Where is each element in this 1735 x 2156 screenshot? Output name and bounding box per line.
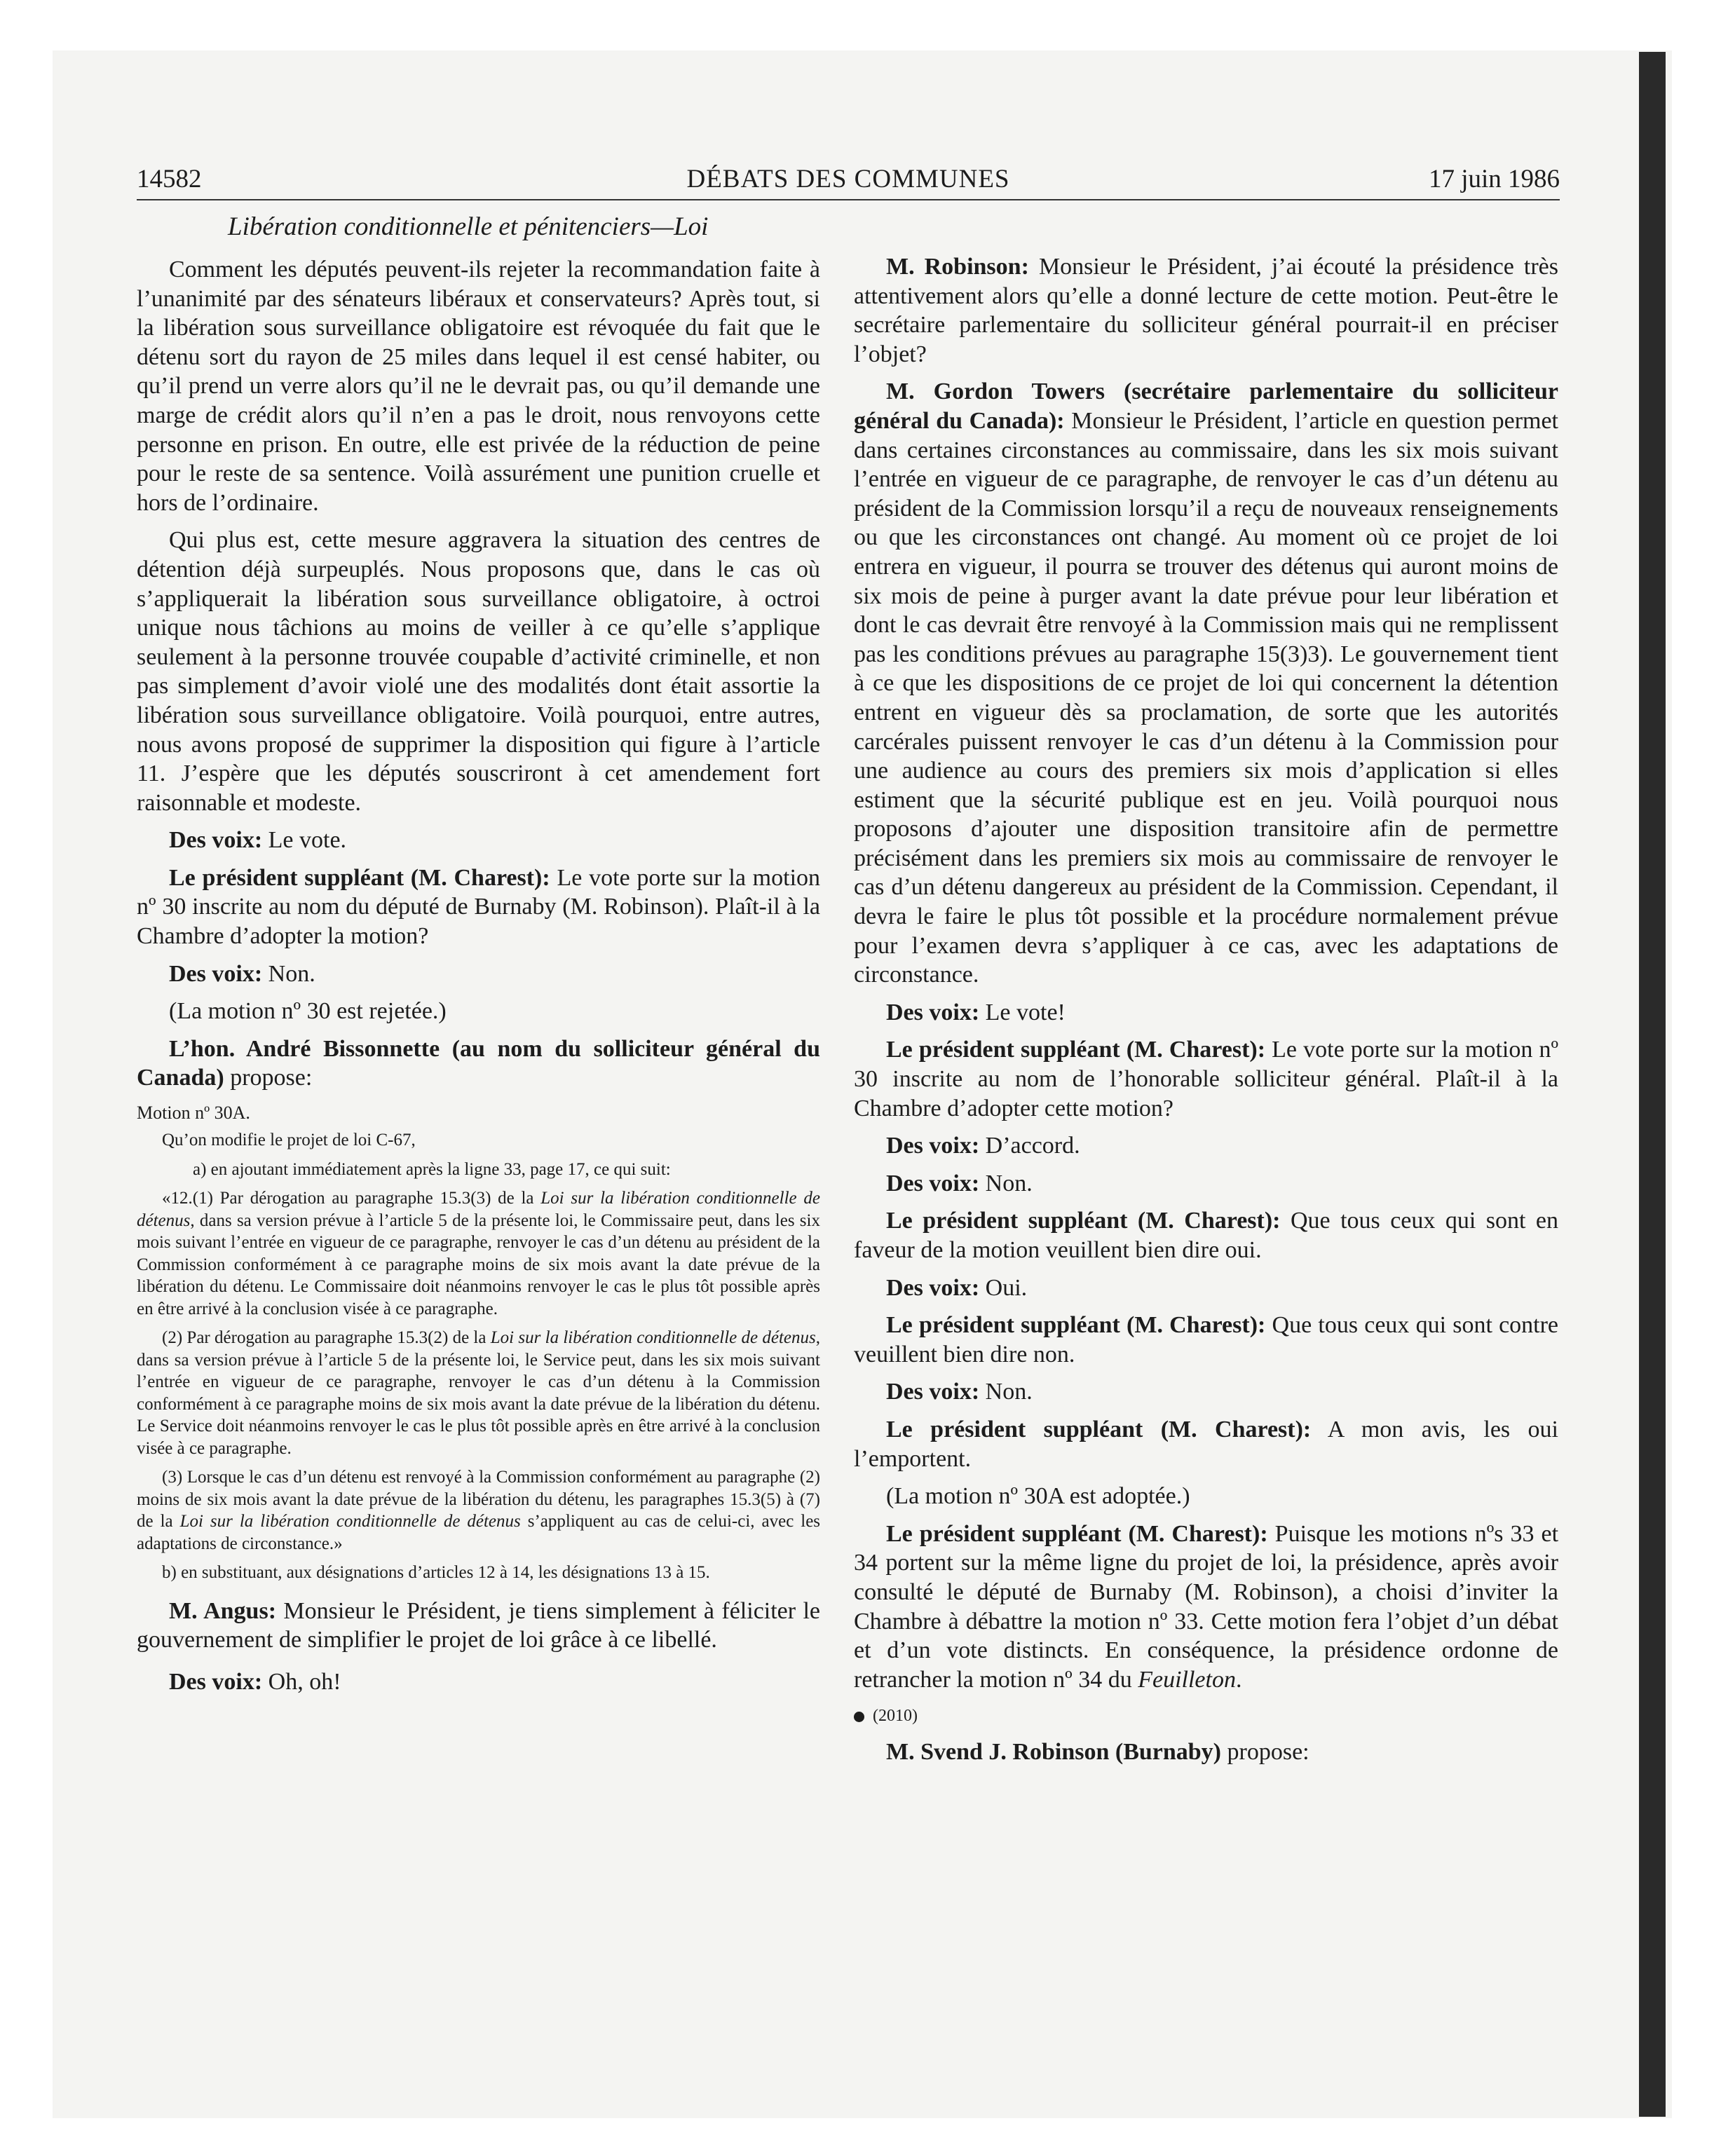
speech: [137, 960, 820, 989]
law-title: Loi sur la libération conditionnelle de détenus: [137, 1189, 820, 1230]
speaker: Le président suppléant (M. Charest):: [886, 1208, 1281, 1234]
speech: [854, 998, 1558, 1028]
speech: [854, 1274, 1558, 1303]
speech: [137, 826, 820, 855]
motion-fragment: , dans sa version prévue à l’article 5 de la présente loi, le Commissaire peut, dans les six mois suivant l’entrée en vigueur de ce paragraphe, renvoyer le cas d’un détenu au président de la Commission conformément à ce paragraphe moins de six mois avant la date prévue de la libération du détenu. Le Commissaire doit néanmoins renvoyer le cas le plus tôt possible après en être arrivé à la conclusion visée à ce paragraphe.: [137, 1210, 820, 1318]
motion-fragment: (2) Par dérogation au paragraphe 15.3(2) de la: [162, 1328, 487, 1348]
publication-name: Feuilleton: [1138, 1666, 1236, 1693]
page-header: [137, 160, 1560, 200]
speech: [137, 1035, 820, 1093]
speech: [854, 1738, 1558, 1767]
motion-label: Motion nº 30A.: [137, 1103, 250, 1124]
speech: [854, 1206, 1558, 1264]
speaker: M. Robinson:: [886, 254, 1029, 280]
law-title: Loi sur la libération conditionnelle de détenus: [490, 1328, 816, 1348]
speech-text: Que tous ceux qui sont contre veuillent bien dire non.: [854, 1312, 1559, 1367]
motion-fragment: «12.(1) Par dérogation au paragraphe 15.3(3) de la: [162, 1189, 534, 1208]
speech: [854, 1311, 1558, 1369]
speaker: Des voix:: [169, 1668, 263, 1695]
speech-text: Non.: [985, 1170, 1033, 1196]
speaker: Le président suppléant (M. Charest):: [886, 1416, 1312, 1442]
scan-edge-shadow: [1639, 52, 1666, 2117]
motion-text: [137, 1466, 820, 1555]
publication-title: DÉBATS DES COMMUNES: [686, 165, 1010, 193]
speech-text: Monsieur le Président, j’ai écouté la présidence très attentivement alors qu’elle a donné lecture de cette motion. Peut-être le secrétaire parlementaire du solliciteur général pourrait-il en préciser l’objet?: [854, 254, 1559, 367]
speaker: Des voix:: [886, 1379, 980, 1405]
speech-text: Monsieur le Président, l’article en question permet dans certaines circonstances au commissaire, dans les six mois suivant l’entrée en vigueur de ce paragraphe, de renvoyer le cas d’un détenu au président de la Commission lorsqu’il a reçu de nouveaux renseignements ou que les circonstances ont changé. Au moment où ce projet de loi entrera en vigueur, il pourra se trouver des détenus qui auront moins de six mois de peine à purger avant la date prévue pour leur libération et dont le cas devrait être renvoyé à la Commission mais qui ne remplissent pas les conditions prévues au paragraphe 15(3)3). Le gouvernement tient à ce que les dispositions de ce projet de loi qui concernent la détention entrent en vigueur dès sa proclamation, de sorte que les autorités carcérales puissent renvoyer le cas d’un détenu à la Commission pour une audience au cours des premiers six mois d’application si elles estiment que la sécurité publique est en jeu. Voilà pourquoi nous proposons d’ajouter une disposition transitoire afin de permettre précisément dans les premiers six mois au commissaire de renvoyer le cas d’un détenu dangereux au président de la Commission. Cependant, il devra le faire le plus tôt possible et la procédure normalement prévue pour l’examen devra s’appliquer à ce cas, avec les adaptations de circonstance.: [854, 407, 1558, 988]
speaker: Le président suppléant (M. Charest):: [886, 1520, 1268, 1547]
speech-text: A mon avis, les oui l’emportent.: [854, 1416, 1558, 1472]
speaker: M. Svend J. Robinson (Burnaby): [886, 1739, 1222, 1766]
speech-text: .: [1235, 1666, 1242, 1693]
running-head: Libération conditionnelle et pénitenciers—Loi: [228, 212, 709, 241]
speech-text: Le vote porte sur la motion nº 30 inscrite au nom de l’honorable solliciteur général. Plaît-il à la Chambre d’adopter cette motion?: [854, 1037, 1558, 1121]
speaker: M. Gordon Towers (secrétaire parlementaire du solliciteur général du Canada):: [854, 378, 1558, 434]
left-column: [137, 203, 820, 1705]
speech-text: Le vote porte sur la motion nº 30 inscrite au nom du député de Burnaby (M. Robinson). Plaît-il à la Chambre d’adopter la motion?: [137, 864, 821, 950]
speech: [854, 1415, 1558, 1473]
speech: [854, 1169, 1558, 1199]
speaker: Des voix:: [886, 1133, 980, 1159]
speech: [137, 864, 820, 951]
speech-text: Le vote.: [268, 827, 347, 854]
motion-fragment: (3) Lorsque le cas d’un détenu est renvoyé à la Commission conformément au paragraphe (2) moins de six mois avant la date prévue de la libération du détenu, les paragraphes 15.3(5) à (7) de la: [137, 1468, 820, 1531]
speech-text: Que tous ceux qui sont en faveur de la motion veuillent bien dire oui.: [854, 1208, 1559, 1263]
speech: [854, 1377, 1558, 1407]
law-title: Loi sur la libération conditionnelle de détenus: [179, 1512, 521, 1531]
paragraph: Qui plus est, cette mesure aggravera la situation des centres de détention déjà surpeuplés. Nous proposons que, dans le cas où s’appliquerait la libération sous surveillance obligatoire, à octroi unique nous tâchions au moins de veiller à ce qu’elle s’applique seulement à la personne trouvée coupable d’activité criminelle, et non pas simplement d’avoir violé une des modalités dont était assortie la libération sous surveillance obligatoire. Voilà pourquoi, entre autres, nous avons proposé de supprimer la disposition qui figure à l’article 11. J’espère que les députés souscriront à cet amendement fort raisonnable et modeste.: [137, 527, 820, 816]
right-column: [854, 252, 1558, 1775]
speech: [854, 1520, 1558, 1695]
time-stamp: (2010): [873, 1707, 918, 1726]
speech-text: propose:: [1227, 1739, 1309, 1766]
bullet-icon: [854, 1712, 864, 1722]
speech-text: Le vote!: [985, 999, 1066, 1025]
motion-result: (La motion nº 30A est adoptée.): [886, 1483, 1190, 1510]
motion-text: b) en substituant, aux désignations d’articles 12 à 14, les désignations 13 à 15.: [162, 1563, 710, 1583]
speech-text: Monsieur le Président, je tiens simplement à féliciter le gouvernement de simplifier le projet de loi grâce à ce libellé.: [137, 1597, 821, 1653]
speech: [137, 1667, 820, 1697]
speech-text: Non.: [268, 960, 315, 987]
speaker: Des voix:: [169, 960, 263, 987]
speaker: Le président suppléant (M. Charest):: [169, 864, 550, 891]
speech: [854, 1035, 1558, 1123]
speaker: Des voix:: [169, 827, 263, 854]
speech: [854, 1131, 1558, 1161]
speech-text: Oh, oh!: [268, 1668, 341, 1695]
paragraph: Comment les députés peuvent-ils rejeter la recommandation faite à l’unanimité par des sénateurs libéraux et conservateurs? Après tout, si la libération sous surveillance obligatoire est révoquée du fait que le détenu sort du rayon de 25 miles dans lequel il est censé habiter, ou qu’il prend un verre alors qu’il ne le devrait pas, ou qu’il demande une marge de crédit alors qu’il n’en a pas le droit, nous renvoyons cette personne en prison. En outre, elle est privée de la réduction de peine pour le reste de sa sentence. Voilà assurément une punition cruelle et hors de l’ordinaire.: [137, 257, 820, 516]
speech-text: D’accord.: [985, 1133, 1080, 1159]
motion-text: [137, 1327, 820, 1459]
speaker: Des voix:: [886, 999, 980, 1025]
speaker: Le président suppléant (M. Charest):: [886, 1312, 1266, 1339]
speech: [854, 252, 1558, 369]
time-marker: [854, 1703, 1558, 1729]
speech: [854, 377, 1558, 989]
page-number: 14582: [137, 165, 202, 193]
speaker: M. Angus:: [169, 1597, 277, 1624]
motion-text: Qu’on modifie le projet de loi C-67,: [162, 1131, 416, 1150]
page-date: 17 juin 1986: [1428, 165, 1560, 193]
speech-text: propose:: [230, 1065, 313, 1091]
motion-result: (La motion nº 30 est rejetée.): [169, 998, 447, 1025]
motion-text: [137, 1187, 820, 1320]
speaker: L’hon. André Bissonnette (au nom du solliciteur général du Canada): [137, 1035, 820, 1091]
motion-text: a) en ajoutant immédiatement après la ligne 33, page 17, ce qui suit:: [193, 1159, 671, 1179]
speech-text: Non.: [985, 1379, 1033, 1405]
speaker: Des voix:: [886, 1170, 980, 1196]
speaker: Des voix:: [886, 1274, 980, 1301]
speech-text: Oui.: [985, 1274, 1028, 1301]
speech-text: Puisque les motions nºs 33 et 34 portent sur la même ligne du projet de loi, la présidence, après avoir consulté le député de Burnaby (M. Robinson), a choisi d’inviter la Chambre à débattre la motion nº 33. Cette motion fera l’objet d’un débat et d’un vote distincts. En conséquence, la présidence ordonne de retrancher la motion nº 34 du: [854, 1520, 1559, 1693]
speaker: Le président suppléant (M. Charest):: [886, 1037, 1266, 1063]
motion-fragment: s’appliquent au cas de celui-ci, avec les adaptations de circonstance.»: [137, 1512, 821, 1553]
speech: [137, 1597, 820, 1655]
motion-fragment: , dans sa version prévue à l’article 5 de la présente loi, le Service peut, dans les six mois suivant l’entrée en vigueur de ce paragraphe, renvoyer le cas d’un détenu à la Commission conformément à ce paragraphe moins de six mois avant la date prévue de la libération du détenu. Le Service doit néanmoins renvoyer le cas le plus tôt possible après en être arrivé à la conclusion visée à ce paragraphe.: [137, 1328, 821, 1458]
